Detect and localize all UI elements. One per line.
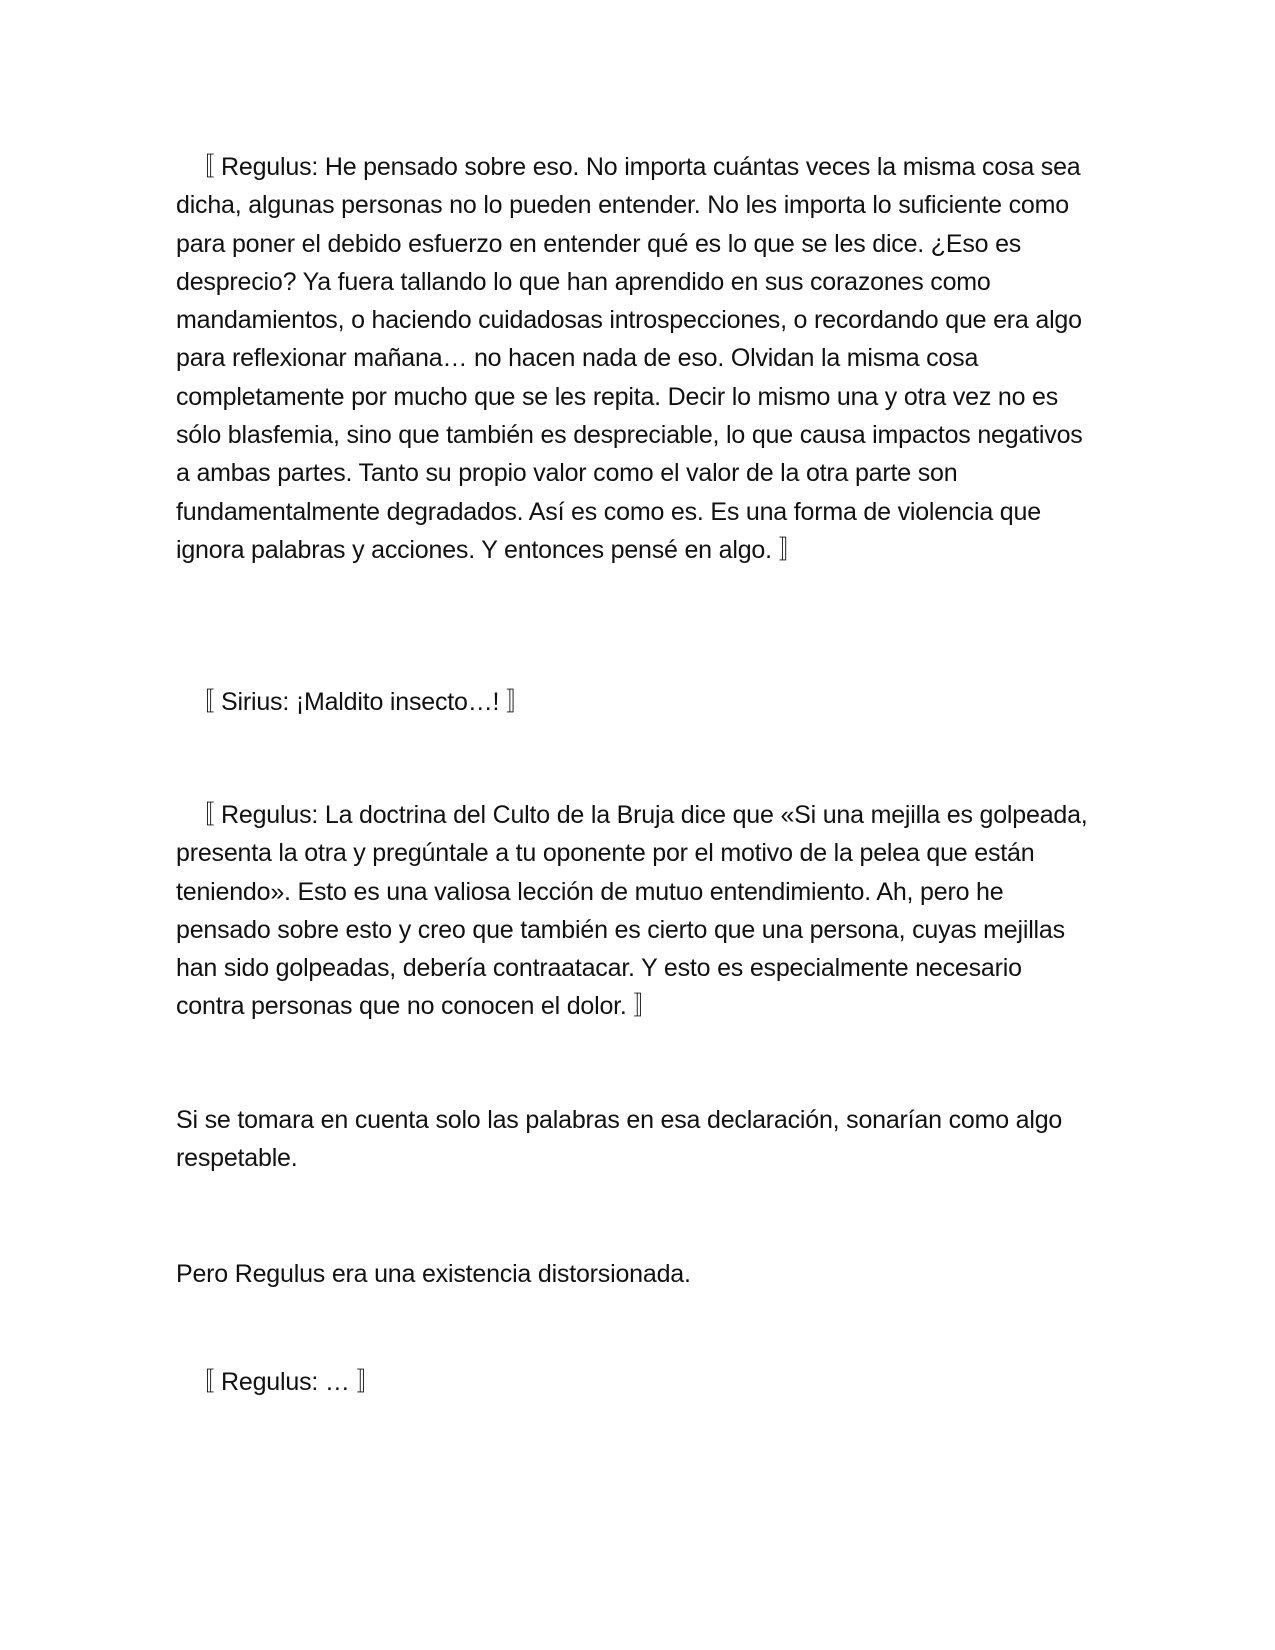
paragraph-regulus-speech-3: 〚 Regulus: … 〛 bbox=[176, 1368, 382, 1396]
paragraph-sirius-speech: 〚 Sirius: ¡Maldito insecto…! 〛 bbox=[176, 688, 531, 716]
paragraph-narration-1: Si se tomara en cuenta solo las palabras en esa declaración, sonarían como algo respetable. bbox=[176, 1106, 1069, 1173]
paragraph-regulus-speech-2: 〚 Regulus: La doctrina del Culto de la Bruja dice que «Si una mejilla es golpeada, presenta la otra y pregúntale a tu oponente por el motivo de la pelea que están teniendo». Esto es una valiosa lección de mutuo entendimiento. Ah, pero he pensado sobre esto y creo que también es cierto que una persona, cuyas mejillas han sido golpeadas, debería contraatacar. Y esto es especialmente necesario contra personas que no conocen el dolor. 〛 bbox=[176, 801, 1095, 1021]
paragraph-narration-2: Pero Regulus era una existencia distorsionada. bbox=[176, 1260, 691, 1288]
paragraph-regulus-speech-1: 〚 Regulus: He pensado sobre eso. No importa cuántas veces la misma cosa sea dicha, algunas personas no lo pueden entender. No les importa lo suficiente como para poner el debido esfuerzo en entender qué es lo que se les dice. ¿Eso es desprecio? Ya fuera tallando lo que han aprendido en sus corazones como mandamientos, o haciendo cuidadosas introspecciones, o recordando que era algo para reflexionar mañana… no hacen nada de eso. Olvidan la misma cosa completamente por mucho que se les repita. Decir lo mismo una y otra vez no es sólo blasfemia, sino que también es despreciable, lo que causa impactos negativos a ambas partes. Tanto su propio valor como el valor de la otra parte son fundamentalmente degradados. Así es como es. Es una forma de violencia que ignora palabras y acciones. Y entonces pensé en algo. 〛 bbox=[176, 153, 1090, 564]
